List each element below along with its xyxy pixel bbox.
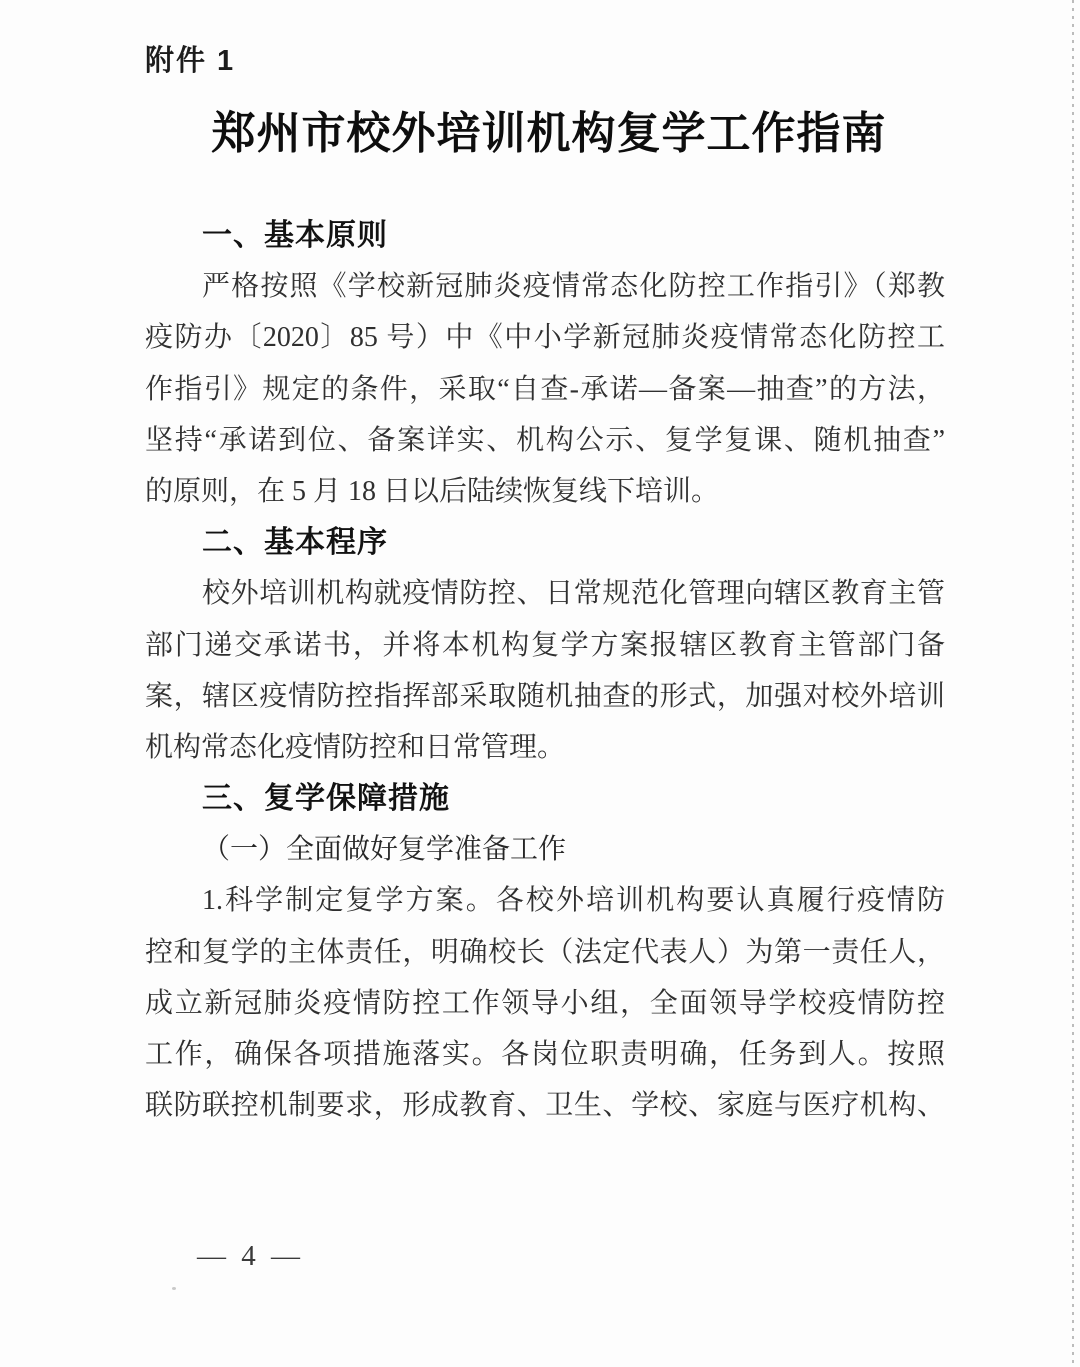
attachment-label: 附件 1 [145, 45, 236, 77]
section-heading-2: 二、基本程序 [202, 526, 388, 560]
body-line: 严格按照《学校新冠肺炎疫情常态化防控工作指引》（郑教 [202, 271, 945, 303]
section-heading-3: 三、复学保障措施 [202, 782, 450, 816]
body-line: 控和复学的主体责任，明确校长（法定代表人）为第一责任人， [145, 936, 945, 968]
scan-artifact-speck [172, 1287, 176, 1290]
document-body [145, 210, 945, 1131]
body-line: 部门递交承诺书，并将本机构复学方案报辖区教育主管部门备 [145, 629, 945, 661]
body-line: 工作，确保各项措施落实。各岗位职责明确，任务到人。按照 [145, 1039, 945, 1070]
document-title: 郑州市校外培训机构复学工作指南 [211, 109, 887, 158]
body-line: 案，辖区疫情防控指挥部采取随机抽查的形式，加强对校外培训 [145, 680, 945, 712]
body-line: 联防联控机制要求，形成教育、卫生、学校、家庭与医疗机构、 [145, 1090, 945, 1122]
page-number: — 4 — [197, 1240, 304, 1272]
section-heading-1: 一、基本原则 [202, 219, 388, 252]
subsection-heading: （一）全面做好复学准备工作 [202, 834, 567, 866]
body-line: 坚持“承诺到位、备案详实、机构公示、复学复课、随机抽查” [145, 424, 945, 456]
scan-artifact-right-edge [1072, 0, 1074, 1367]
body-line: 作指引》规定的条件，采取“自查-承诺—备案—抽查”的方法， [145, 373, 945, 405]
body-line: 成立新冠肺炎疫情防控工作领导小组，全面领导学校疫情防控 [145, 987, 945, 1019]
body-line: 机构常态化疫情防控和日常管理。 [145, 731, 566, 763]
body-line: 的原则，在 5 月 18 日以后陆续恢复线下培训。 [145, 475, 720, 507]
body-line: 校外培训机构就疫情防控、日常规范化管理向辖区教育主管 [202, 578, 945, 610]
body-line: 1.科学制定复学方案。各校外培训机构要认真履行疫情防 [202, 885, 945, 917]
body-line: 疫防办〔2020〕85 号）中《中小学新冠肺炎疫情常态化防控工 [145, 322, 945, 354]
